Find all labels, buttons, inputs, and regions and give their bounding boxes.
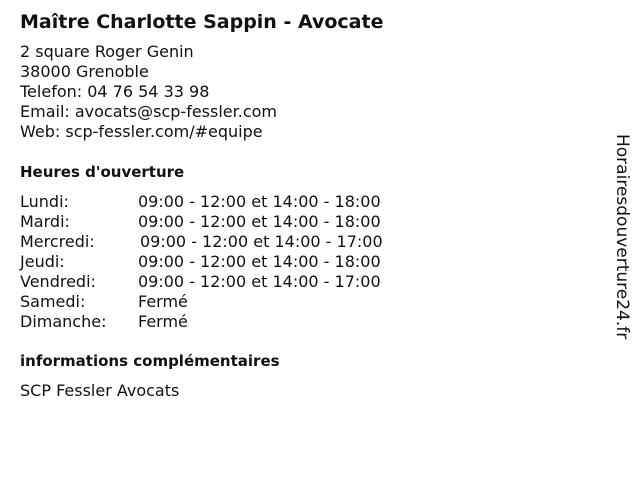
day-label: Vendredi: [20, 272, 96, 291]
email-line[interactable]: Email: avocats@scp-fessler.com [20, 102, 278, 121]
hours-value: 09:00 - 12:00 et 14:00 - 18:00 [138, 212, 381, 231]
opening-hours-table [20, 192, 600, 332]
site-brand-watermark: Horairesdouverture24.fr [612, 134, 632, 340]
day-label: Jeudi: [20, 252, 65, 271]
hours-value: 09:00 - 12:00 et 14:00 - 18:00 [138, 252, 381, 271]
postal-city: 38000 Grenoble [20, 62, 149, 81]
hours-value: Fermé [138, 292, 188, 311]
additional-info-heading: informations complémentaires [20, 352, 280, 370]
additional-info-text: SCP Fessler Avocats [20, 381, 180, 400]
hours-value: 09:00 - 12:00 et 14:00 - 18:00 [138, 192, 381, 211]
day-label: Samedi: [20, 292, 86, 311]
hours-row-friday [20, 272, 600, 292]
street-address: 2 square Roger Genin [20, 42, 194, 61]
opening-hours-heading: Heures d'ouverture [20, 163, 185, 181]
hours-row-saturday [20, 292, 600, 312]
hours-row-monday [20, 192, 600, 212]
hours-row-tuesday [20, 212, 600, 232]
hours-value: 09:00 - 12:00 et 14:00 - 17:00 [138, 272, 381, 291]
phone-line[interactable]: Telefon: 04 76 54 33 98 [20, 82, 210, 101]
day-label: Lundi: [20, 192, 69, 211]
hours-row-wednesday [20, 232, 600, 252]
address-block [20, 42, 600, 142]
hours-value: Fermé [138, 312, 188, 331]
day-label: Mercredi: [20, 232, 95, 251]
hours-row-thursday [20, 252, 600, 272]
business-card [20, 10, 600, 401]
hours-row-sunday [20, 312, 600, 332]
day-label: Dimanche: [20, 312, 107, 331]
page-title: Maître Charlotte Sappin - Avocate [20, 11, 384, 33]
website-line[interactable]: Web: scp-fessler.com/#equipe [20, 122, 263, 141]
hours-value: 09:00 - 12:00 et 14:00 - 17:00 [140, 232, 383, 251]
day-label: Mardi: [20, 212, 70, 231]
